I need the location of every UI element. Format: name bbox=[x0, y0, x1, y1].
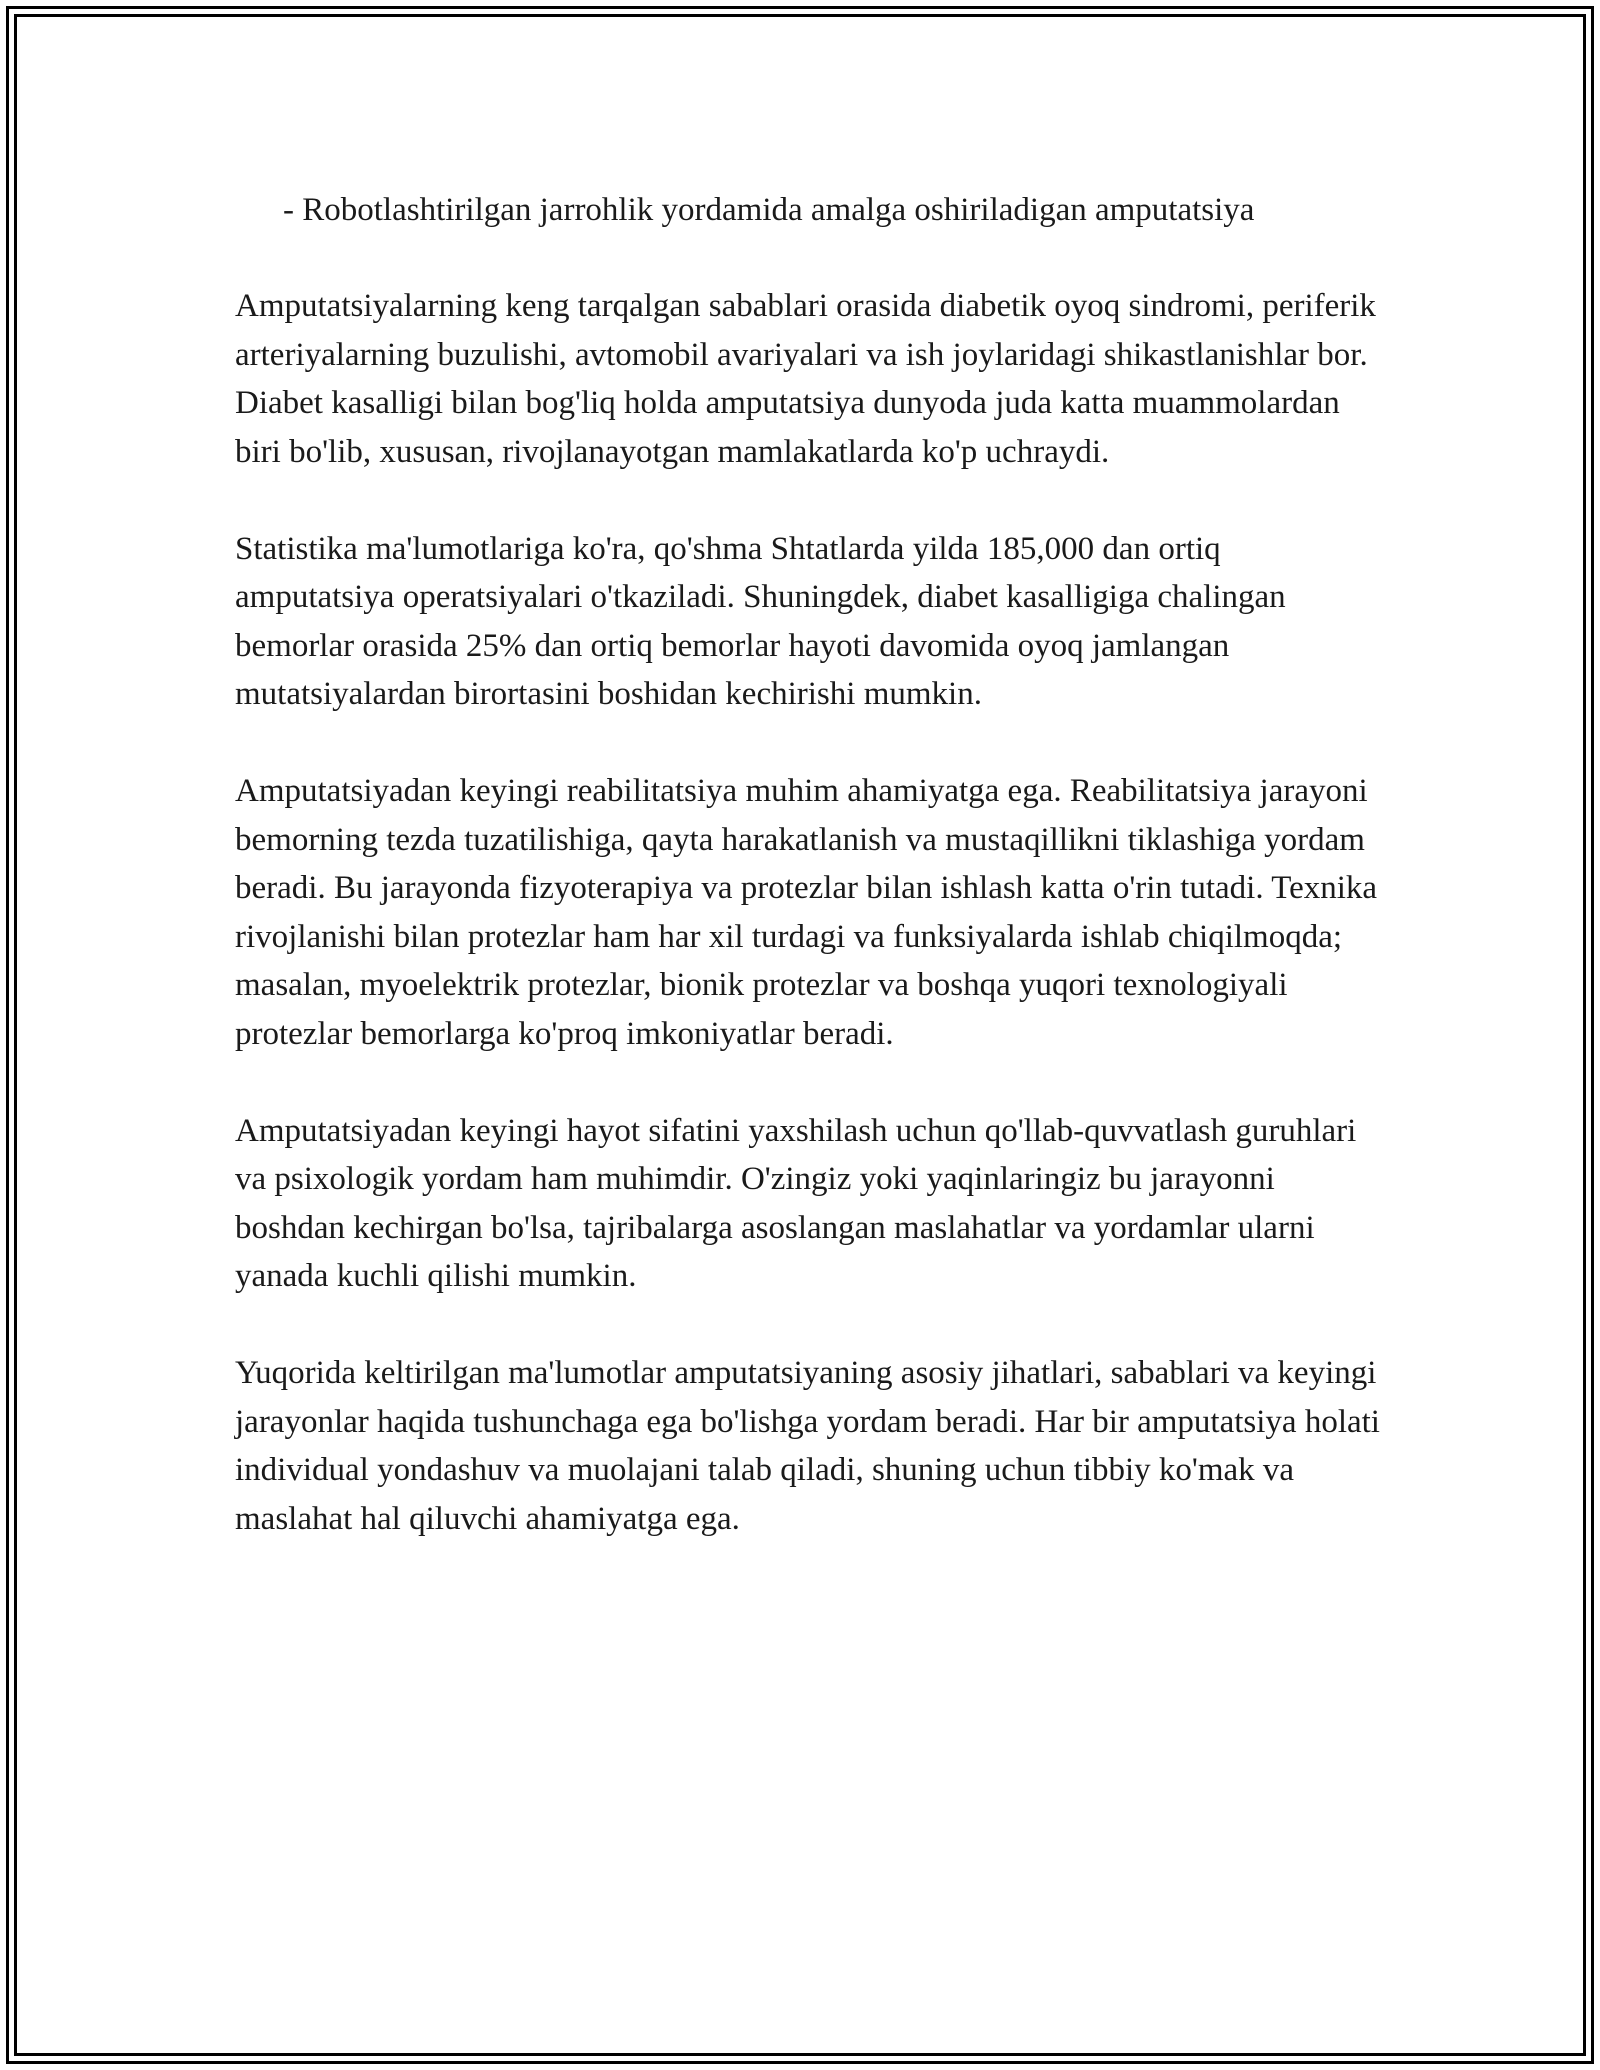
paragraph-causes: Amputatsiyalarning keng tarqalgan sabablari orasida diabetik oyoq sindromi, periferik arteriyalarning buzulishi, avtomobil avariyalari va ish joylaridagi shikastlanishlar bor. Diabet kasalligi bilan bog'liq holda amputatsiya dunyoda juda katta muammolardan biri bo'lib, xususan, rivojlanayotgan mamlakatlarda ko'p uchraydi. bbox=[235, 288, 1376, 470]
paragraph-rehabilitation: Amputatsiyadan keyingi reabilitatsiya muhim ahamiyatga ega. Reabilitatsiya jarayoni bemorning tezda tuzatilishiga, qayta harakatlanish va mustaqillikni tiklashiga yordam beradi. Bu jarayonda fizyoterapiya va protezlar bilan ishlash katta o'rin tutadi. Texnika rivojlanishi bilan protezlar ham har xil turdagi va funksiyalarda ishlab chiqilmoqda; masalan, myoelektrik protezlar, bionik protezlar va boshqa yuqori texnologiyali protezlar bemorlarga ko'proq imkoniyatlar beradi. bbox=[235, 773, 1378, 1052]
bullet-item: - Robotlashtirilgan jarrohlik yordamida amalga oshiriladigan amputatsiya bbox=[283, 192, 1255, 228]
paragraph-statistics: Statistika ma'lumotlariga ko'ra, qo'shma Shtatlarda yilda 185,000 dan ortiq amputatsiya operatsiyalari o'tkaziladi. Shuningdek, diabet kasalligiga chalingan bemorlar orasida 25% dan ortiq bemorlar hayoti davomida oyoq jamlangan mutatsiyalardan birortasini boshidan kechirishi mumkin. bbox=[235, 530, 1286, 712]
paragraph-conclusion: Yuqorida keltirilgan ma'lumotlar amputatsiyaning asosiy jihatlari, sabablari va keyingi jarayonlar haqida tushunchaga ega bo'lishga yordam beradi. Har bir amputatsiya holati individual yondashuv va muolajani talab qiladi, shuning uchun tibbiy ko'mak va maslahat hal qiluvchi ahamiyatga ega. bbox=[235, 1355, 1380, 1537]
document-body bbox=[235, 186, 1385, 1592]
paragraph-support: Amputatsiyadan keyingi hayot sifatini yaxshilash uchun qo'llab-quvvatlash guruhlari va psixologik yordam ham muhimdir. O'zingiz yoki yaqinlaringiz bu jarayonni boshdan kechirgan bo'lsa, tajribalarga asoslangan maslahatlar va yordamlar ularni yanada kuchli qilishi mumkin. bbox=[235, 1112, 1357, 1294]
